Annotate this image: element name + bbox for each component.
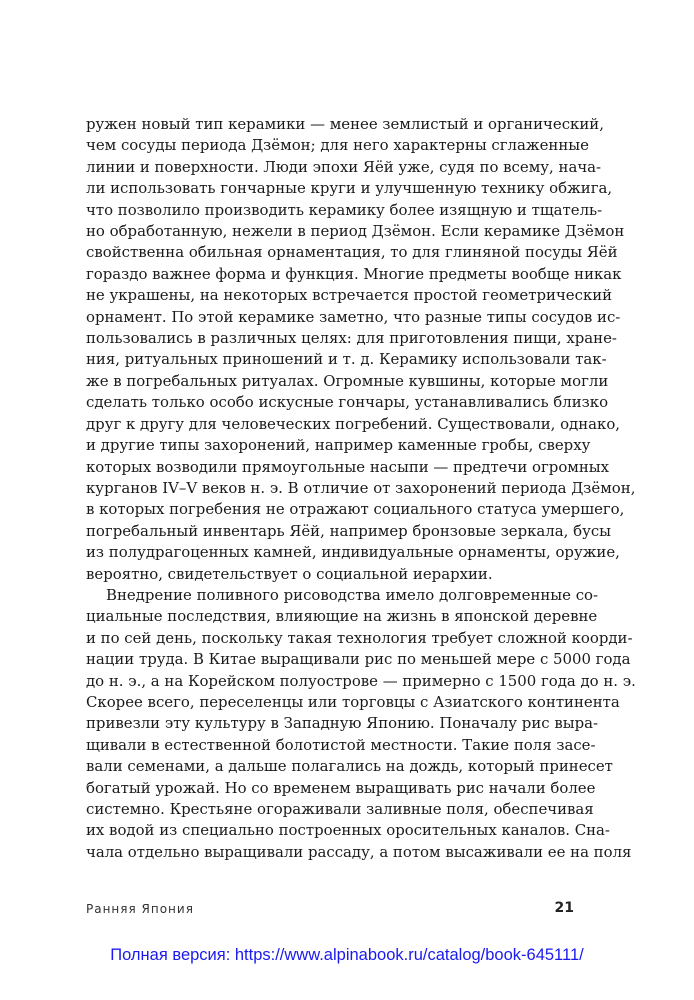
text-line: но обработанную, нежели в период Дзёмон. Если керамике Дзёмон (86, 222, 625, 241)
text-line: из полудрагоценных камней, индивидуальные орнаменты, оружие, (86, 543, 620, 562)
text-line: же в погребальных ритуалах. Огромные кувшины, которые могли (86, 371, 609, 390)
text-line: пользовались в различных целях: для приготовления пищи, хране- (86, 329, 617, 348)
text-line: свойственна обильная орнаментация, то для глиняной посуды Яёй (86, 243, 618, 262)
text-line: линии и поверхности. Люди эпохи Яёй уже, судя по всему, нача- (86, 157, 602, 176)
text-line: щивали в естественной болотистой местности. Такие поля засе- (86, 735, 596, 754)
text-line: системно. Крестьяне огораживали заливные поля, обеспечивая (86, 800, 594, 818)
text-line: не украшены, на некоторых встречается простой геометрический (86, 286, 613, 305)
text-line: чала отдельно выращивали рассаду, а потом высаживали ее на поля (86, 842, 632, 861)
text-line: вали семенами, а дальше полагались на дождь, который принесет (86, 757, 613, 776)
text-line: богатый урожай. Но со временем выращивать рис начали более (86, 778, 596, 797)
text-line: нации труда. В Китае выращивали рис по меньшей мере с 5000 года (86, 650, 631, 669)
text-line: друг к другу для человеческих погребений. Существовали, однако, (86, 414, 621, 433)
text-line: погребальный инвентарь Яёй, например бронзовые зеркала, бусы (86, 521, 612, 540)
text-line: что позволило производить керамику более изящную и тщатель- (86, 200, 603, 219)
text-line: сделать только особо искусные гончары, устанавливались близко (86, 393, 609, 412)
text-line: Внедрение поливного рисоводства имело долговременные со- (106, 585, 599, 604)
text-line: циальные последствия, влияющие на жизнь в японской деревне (86, 607, 598, 626)
text-line: гораздо важнее форма и функция. Многие предметы вообще никак (86, 264, 622, 283)
text-line: вероятно, свидетельствует о социальной иерархии. (86, 564, 493, 583)
text-line: привезли эту культуру в Западную Японию. Поначалу рис выра- (86, 714, 599, 733)
page-footer (86, 902, 574, 922)
text-line: их водой из специально построенных оросительных каналов. Сна- (86, 821, 610, 840)
text-line: ружен новый тип керамики — менее землистый и органический, (86, 115, 604, 133)
page-body (86, 114, 636, 863)
full-version-link[interactable]: Полная версия: https://www.alpinabook.ru/catalog/book-645111/ (110, 946, 584, 964)
page-number: 21 (554, 900, 574, 916)
text-line: до н. э., а на Корейском полуострове — примерно с 1500 года до н. э. (86, 671, 636, 690)
text-line: ли использовать гончарные круги и улучшенную технику обжига, (86, 179, 613, 198)
text-line: и другие типы захоронений, например каменные гробы, сверху (86, 436, 591, 455)
text-line: ния, ритуальных приношений и т. д. Керамику использовали так- (86, 350, 607, 369)
text-line: орнамент. По этой керамике заметно, что разные типы сосудов ис- (86, 307, 621, 326)
text-line: которых возводили прямоугольные насыпи — предтечи огромных (86, 457, 610, 476)
text-line: чем сосуды периода Дзёмон; для него характерны сглаженные (86, 136, 589, 155)
paragraph (86, 585, 636, 863)
text-line: и по сей день, поскольку такая технология требует сложной коорди- (86, 628, 633, 647)
running-title: Ранняя Япония (86, 902, 194, 916)
text-line: Скорее всего, переселенцы или торговцы с Азиатского континента (86, 692, 620, 711)
text-line: курганов IV–V веков н. э. В отличие от захоронений периода Дзёмон, (86, 478, 636, 497)
paragraph (86, 114, 636, 585)
text-line: в которых погребения не отражают социального статуса умершего, (86, 500, 625, 519)
